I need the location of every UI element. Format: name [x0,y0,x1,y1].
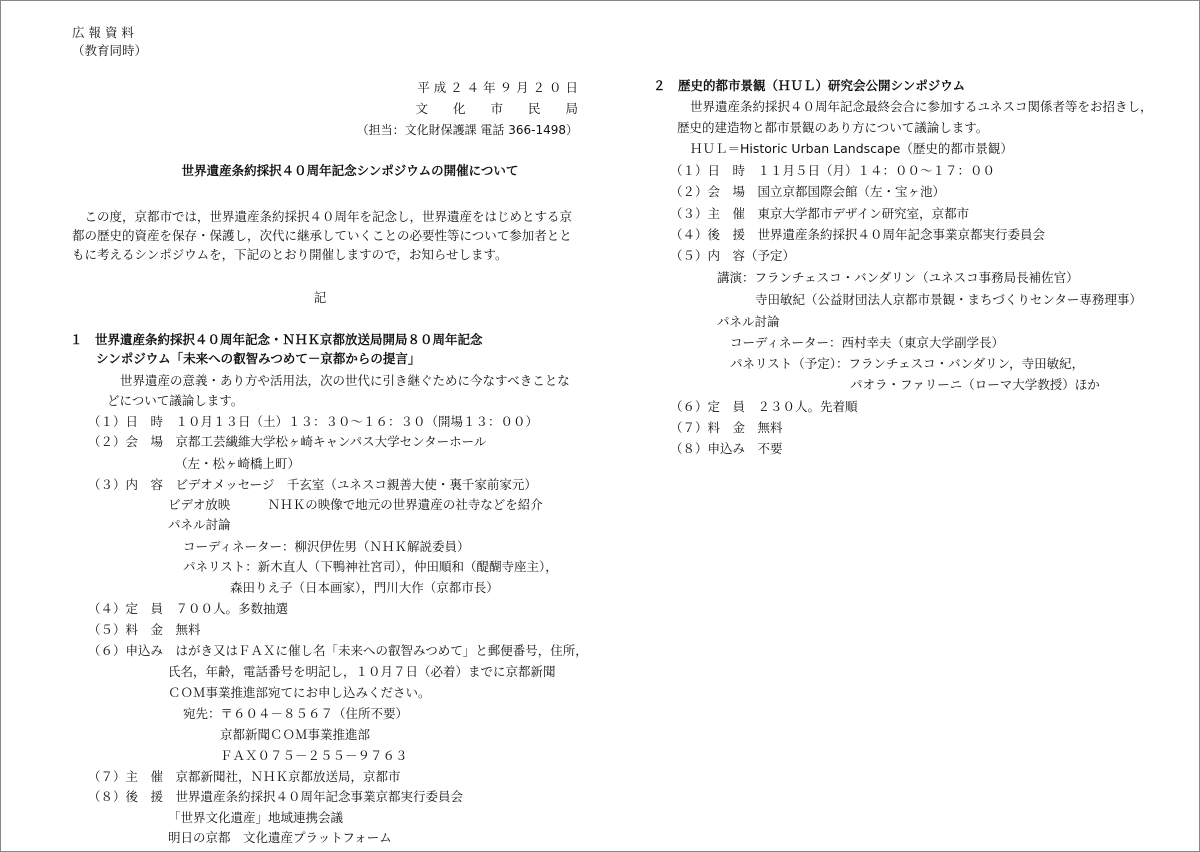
s2-item-content: （５）内 容（予定） [670,248,796,263]
section2-heading: ２ 歴史的都市景観（ＨＵＬ）研究会公開シンポジウム [653,78,966,93]
s1-item-panel: パネル討論 [168,517,231,532]
s1-item-venue-address: （左・松ヶ崎橋上町） [175,456,301,471]
s2-item-support: （４）後 援 世界遺産条約採択４０周年記念事業京都実行委員会 [670,227,1046,242]
section2-desc: 世界遺産条約採択４０周年記念最終会合に参加するユネスコ関係者等をお招きし， [690,99,1153,114]
s2-item-lecture-cont: 寺田敏紀（公益財団法人京都市景観・まちづくりセンター専務理事） [755,292,1142,307]
s2-item-panelists: パネリスト（予定）：フランチェスコ・バンダリン，寺田敏紀， [730,356,1085,371]
s1-item-fee: （５）料 金 無料 [88,622,201,637]
s1-item-panelists: パネリスト：新木直人（下鴨神社宮司），仲田順和（醍醐寺座主）， [183,559,558,574]
ki-marker: 記 [313,290,327,305]
s1-item-apply-cont: ＣＯＭ事業推進部宛てにお申し込みください。 [168,685,431,700]
press-label: 広 報 資 料 [72,25,134,40]
s2-item-lecture: 講演：フランチェスコ・バンダリン（ユネスコ事務局長補佐官） [717,270,1079,285]
s1-item-panelists-cont: 森田りえ子（日本画家），門川大作（京都市長） [230,580,499,595]
s2-item-venue: （２）会 場 国立京都国際会館（左・宝ヶ池） [670,184,946,199]
s1-item-venue: （２）会 場 京都工芸繊維大学松ヶ崎キャンパス大学センターホール [88,434,487,449]
s2-item-panelists-cont: パオラ・ファリーニ（ローマ大学教授）ほか [850,377,1100,392]
intro-line: もに考えるシンポジウムを，下記のとおり開催しますので，お知らせします。 [72,247,508,262]
s1-item-support: （８）後 援 世界遺産条約採択４０周年記念事業京都実行委員会 [88,789,464,804]
s1-item-apply-cont: 氏名，年齢，電話番号を明記し，１０月７日（必着）までに京都新聞 [168,664,556,679]
s1-item-coordinator: コーディネーター：柳沢伊佐男（ＮＨＫ解説委員） [183,539,470,554]
s2-item-datetime: （１）日 時 １１月５日（月）１４：００～１７：００ [670,163,996,178]
s1-item-recipient: 京都新聞ＣＯＭ事業推進部 [220,727,371,742]
intro-line: 都の歴史的資産を保存・保護し，次代に継承していくことの必要性等について参加者とと [72,228,572,243]
section1-subheading: シンポジウム「未来への叡智みつめて－京都からの提言」 [96,351,421,366]
issue-date: 平 成 ２ ４ 年 ９ 月 ２ ０ 日 [417,80,578,95]
s1-item-capacity: （４）定 員 ７００人。多数抽選 [88,601,289,616]
s2-item-organizer: （３）主 催 東京大学都市デザイン研究室，京都市 [670,206,970,221]
s1-item-content: （３）内 容 ビデオメッセージ 千玄室（ユネスコ親善大使・裏千家前家元） [88,477,537,492]
section2-desc: 歴史的建造物と都市景観のあり方について議論します。 [677,120,989,135]
s2-item-coordinator: コーディネーター：西村幸夫（東京大学副学長） [730,335,1005,350]
s1-item-address: 宛先：〒６０４－８５６７（住所不要） [183,706,409,721]
contact-info: （担当：文化財保護課 電話 366-1498） [356,123,578,137]
s1-item-support-cont: 「世界文化遺産」地域連携会議 [168,810,344,825]
s2-item-apply: （８）申込み 不要 [670,441,783,456]
section2-hul-definition: ＨＵＬ＝Historic Urban Landscape（歴史的都市景観） [690,141,1013,156]
issuing-bureau: 文 化 市 民 局 [415,101,578,116]
s1-item-video: ビデオ放映 ＮＨＫの映像で地元の世界遺産の社寺などを紹介 [168,497,543,512]
intro-line: この度，京都市では，世界遺産条約採択４０周年を記念し，世界遺産をはじめとする京 [72,209,573,224]
s2-item-panel: パネル討論 [717,314,780,329]
s1-item-support-cont: 明日の京都 文化遺産プラットフォーム [168,830,392,845]
s1-item-apply: （６）申込み はがき又はＦＡＸに催し名「未来への叡智みつめて」と郵便番号，住所， [88,643,588,658]
section1-heading: １ 世界遺産条約採択４０周年記念・ＮＨＫ京都放送局開局８０周年記念 [70,332,483,347]
s1-item-datetime: （１）日 時 １０月１３日（土）１３：３０～１６：３０（開場１３：００） [88,414,539,429]
s1-item-organizer: （７）主 催 京都新聞社，ＮＨＫ京都放送局，京都市 [88,769,401,784]
section1-desc: 世界遺産の意義・あり方や活用法，次の世代に引き継ぐために今なすべきことな [120,373,570,388]
s1-item-fax: ＦＡＸ０７５－２５５－９７６３ [220,748,408,763]
s2-item-fee: （７）料 金 無料 [670,420,783,435]
press-sub: （教育同時） [72,43,148,58]
section1-desc: どについて議論します。 [107,393,244,408]
page-title: 世界遺産条約採択４０周年記念シンポジウムの開催について [181,163,519,178]
s2-item-capacity: （６）定 員 ２３０人。先着順 [670,399,858,414]
